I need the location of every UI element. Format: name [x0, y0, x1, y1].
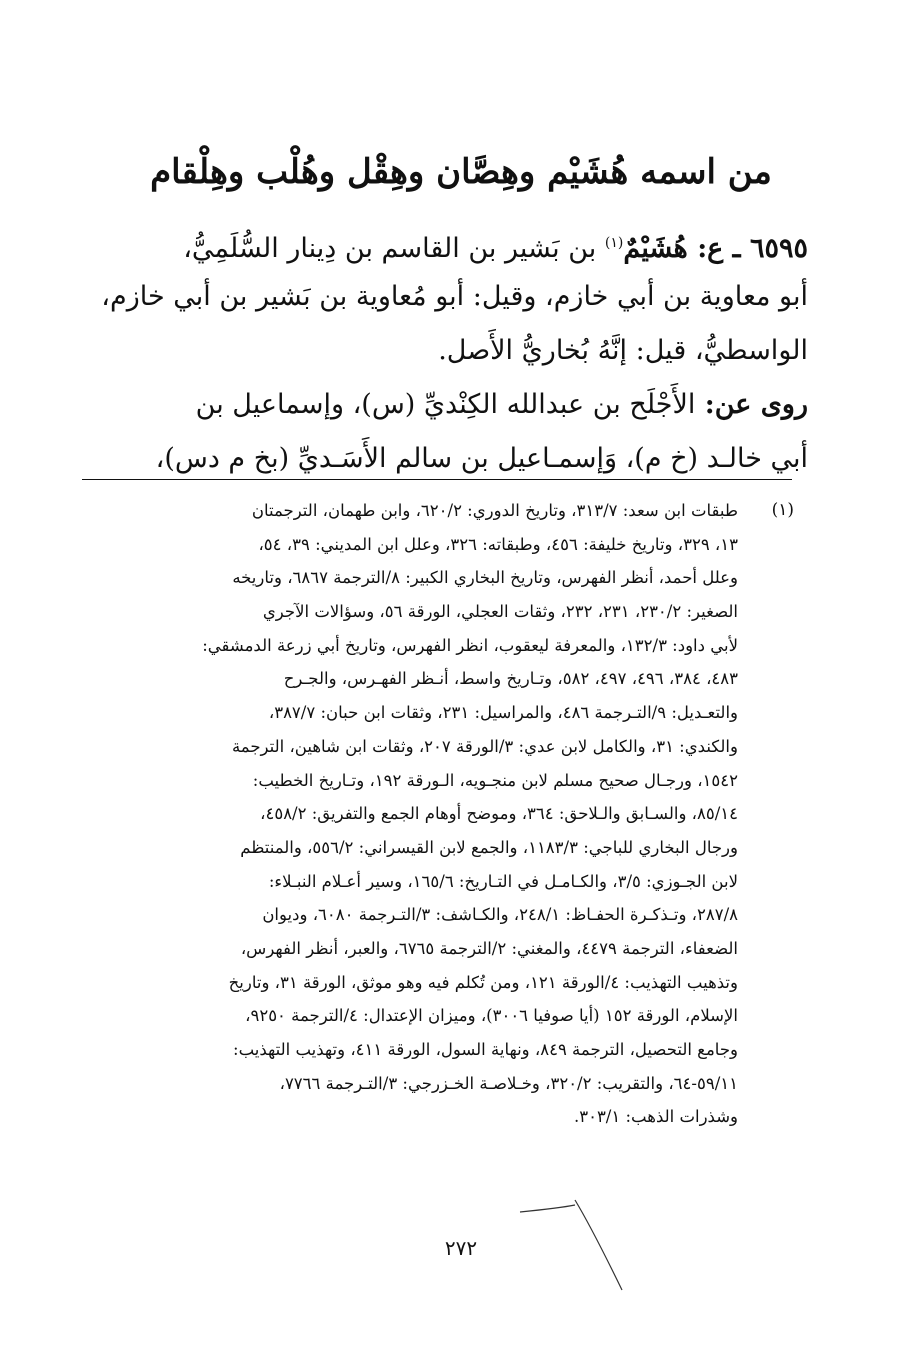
entry-line-3: الواسطيُّ، قيل: إنَّهُ بُخاريُّ الأَصل.: [438, 335, 808, 366]
entry-line-2: أبو معاوية بن أبي خازم، وقيل: أبو مُعاوية بن بَشير بن أبي خازم،: [101, 281, 808, 312]
footnote-line: والتعـديل: ٩/التـرجمة ٤٨٦، والمراسيل: ٢٣١، وثقات ابن حبان: ٣٨٧/٧،: [268, 703, 738, 723]
narrated-from-label: روى عن:: [695, 389, 808, 420]
footnote-line: ٥٩/١١-٦٤، والتقريب: ٣٢٠/٢، وخـلاصـة الخـزرجي: ٣/التـرجمة ٧٧٦٦،: [279, 1073, 738, 1093]
footnote-line: وتذهيب التهذيب: ٤/الورقة ١٢١، ومن تُكلم فيه وهو موثق، الورقة ٣١، وتاريخ: [228, 972, 738, 992]
footnote-number: (١): [771, 500, 794, 520]
footnote-line: وعلل أحمد، أنظر الفهرس، وتاريخ البخاري الكبير: ٨/الترجمة ٦٨٦٧، وتاريخه: [232, 568, 738, 588]
entry-line-5: أبي خالـد (خ م)، وَإسمـاعيل بن سالم الأَسَـديِّ (بخ م دس)،: [155, 443, 808, 474]
footnote-line: لأبي داود: ١٣٢/٣، والمعرفة ليعقوب، انظر الفهرس، وتاريخ أبي زرعة الدمشقي:: [202, 635, 738, 655]
footnote-line: وجامع التحصيل، الترجمة ٨٤٩، ونهاية السول، الورقة ٤١١، وتهذيب التهذيب:: [233, 1040, 738, 1059]
footnote-reference: (١): [604, 235, 624, 251]
entry-line-4-text: الأَجْلَح بن عبدالله الكِنْديِّ (س)، وإسماعيل بن: [195, 389, 696, 420]
entry-line-1-text: بن بَشير بن القاسم بن دِينار السُّلَمِيُّ،: [183, 233, 605, 264]
footnote-line: والكندي: ٣١، والكامل لابن عدي: ٣/الورقة ٢٠٧، وثقات ابن شاهين، الترجمة: [231, 736, 738, 756]
footnote-line: ٨٥/١٤، والسـابق والـلاحق: ٣٦٤، وموضح أوهام الجمع والتفريق: ٤٥٨/٢،: [260, 804, 738, 824]
footnote-line: ١٥٤٢، ورجـال صحيح مسلم لابن منجـويه، الـورقة ١٩٢، وتـاريخ الخطيب:: [252, 770, 738, 790]
entry-number: ٦٥٩٥ ـ ع:: [687, 233, 808, 264]
footnote-line: الضعفاء، الترجمة ٤٤٧٩، والمغني: ٢/الترجمة ٦٧٦٥، والعبر، أنظر الفهرس،: [240, 938, 738, 958]
footnote-line: طبقات ابن سعد: ٣١٣/٧، وتاريخ الدوري: ٦٢٠/٢، وابن طهمان، الترجمتان: [251, 501, 738, 520]
section-heading: من اسمه هُشَيْم وهِصَّان وهِقْل وهُلْب وهِلْقام: [150, 152, 772, 192]
footnote-line: وشذرات الذهب: ٣٠٣/١.: [573, 1107, 738, 1127]
footnote-line: ورجال البخاري للباجي: ١١٨٣/٣، والجمع لابن القيسراني: ٥٥٦/٢، والمنتظم: [240, 837, 738, 857]
footnote-line: ١٣، ٣٢٩، وتاريخ خليفة: ٤٥٦، وطبقاته: ٣٢٦، وعلل ابن المديني: ٣٩، ٥٤،: [258, 534, 738, 554]
footnote-line: ٢٨٧/٨، وتـذكـرة الحفـاظ: ٢٤٨/١، والكـاشف: ٣/التـرجمة ٦٠٨٠، وديوان: [262, 905, 738, 925]
footnote-line: الصغير: ٢٣٠/٢، ٢٣١، ٢٣٢، وثقات العجلي، الورقة ٥٦، وسؤالات الآجري: [262, 602, 738, 622]
footnote-line: الإسلام، الورقة ١٥٢ (أيا صوفيا ٣٠٠٦)، وميزان الإعتدال: ٤/الترجمة ٩٢٥٠،: [245, 1006, 738, 1026]
entry-name: هُشَيْمٌ: [623, 233, 688, 264]
page-number: ٢٧٢: [444, 1236, 478, 1260]
footnote-line: لابن الجـوزي: ٣/٥، والكـامـل في التـاريخ: ١٦٥/٦، وسير أعـلام النبـلاء:: [268, 871, 738, 891]
footnote-line: ٤٨٣، ٣٨٤، ٤٩٦، ٤٩٧، ٥٨٢، وتـاريخ واسط، أنـظر الفهـرس، والجـرح: [283, 669, 738, 689]
